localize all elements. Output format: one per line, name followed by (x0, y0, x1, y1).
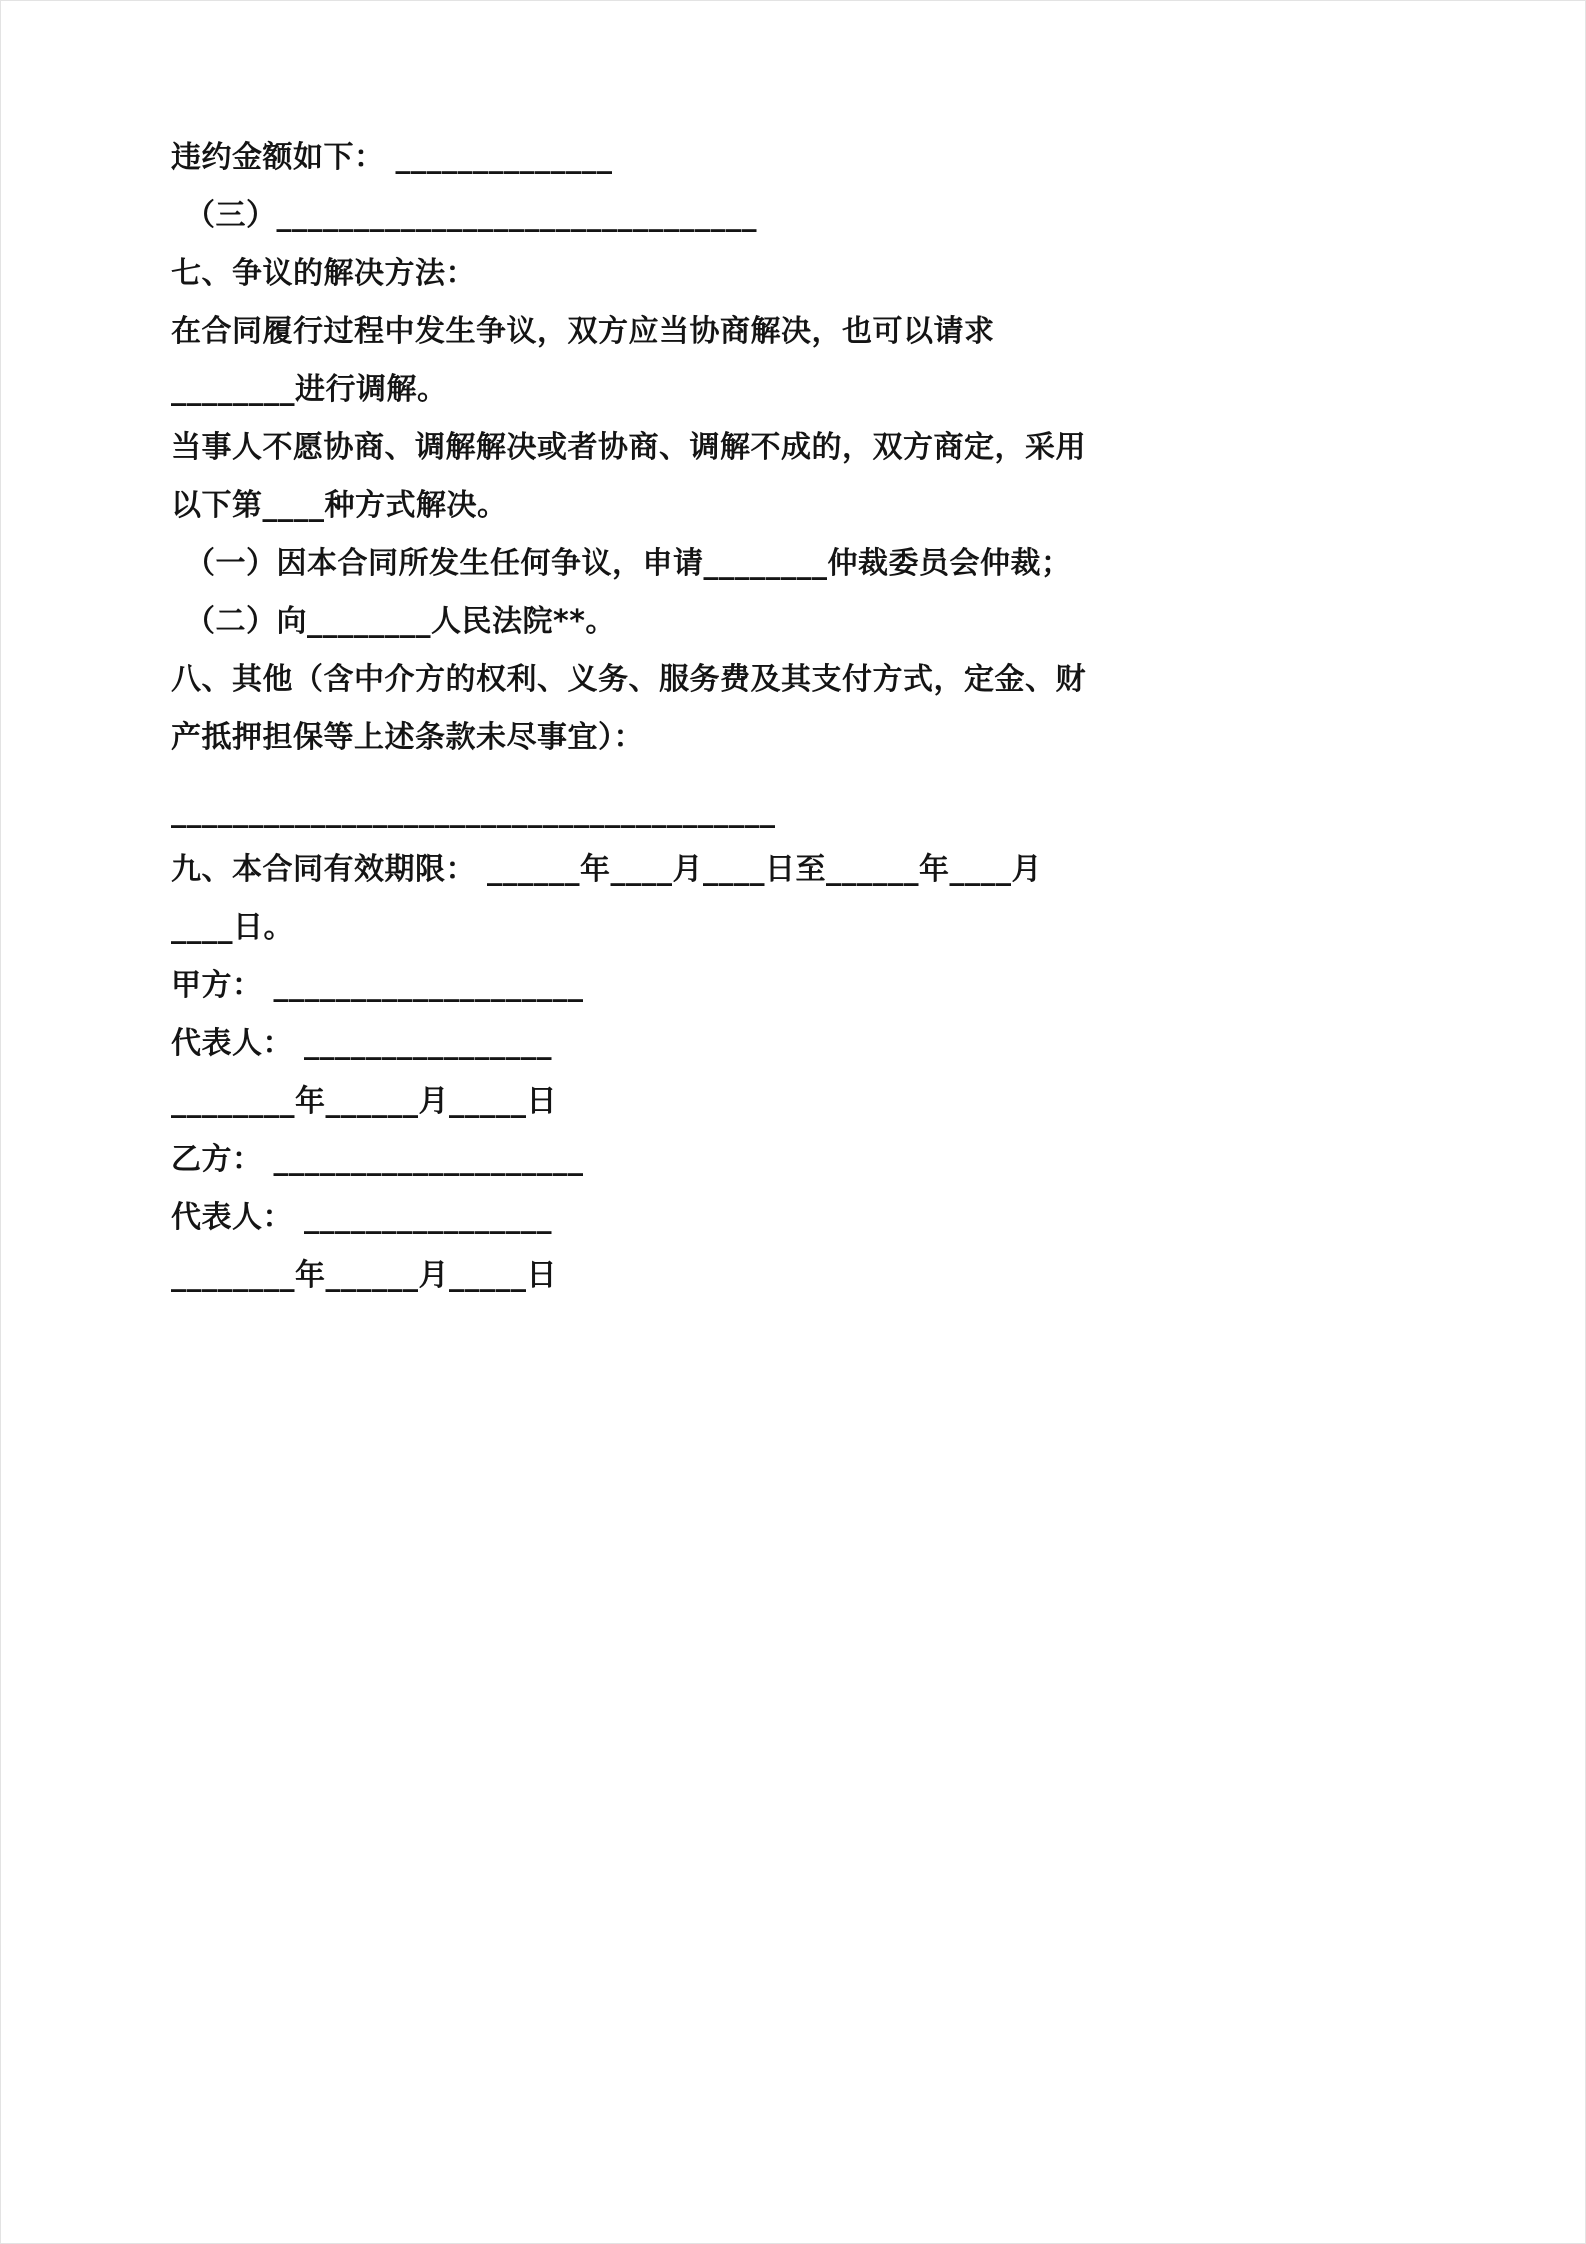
document-line-section-8-heading: 八、其他（含中介方的权利、义务、服务费及其支付方式，定金、财 (171, 662, 1086, 697)
document-line-section-7-heading: 七、争议的解决方法： (171, 256, 476, 291)
document-line-representative-b: 代表人： ________________ (171, 1200, 552, 1235)
document-line: 以下第____种方式解决。 (171, 488, 508, 523)
document-line: ________进行调解。 (171, 372, 448, 407)
document-line-section-9-heading: 九、本合同有效期限： ______年____月____日至______年____月 (171, 852, 1042, 887)
document-line-party-a: 甲方： ____________________ (171, 968, 584, 1003)
document-line-representative-a: 代表人： ________________ (171, 1026, 552, 1061)
document-line-party-b: 乙方： ____________________ (171, 1142, 584, 1177)
document-line: ____日。 (171, 910, 294, 945)
document-line: （一）因本合同所发生任何争议，申请________仲裁委员会仲裁； (185, 546, 1072, 581)
document-line-blank-underline: _______________________________________ (171, 794, 776, 829)
document-line: （二）向________人民法院**。 (185, 604, 616, 639)
document-line-date-a: ________年______月_____日 (171, 1084, 557, 1119)
document-line: 产抵押担保等上述条款未尽事宜）： (171, 720, 644, 755)
document-line: （三）_______________________________ (185, 198, 757, 233)
document-line-date-b: ________年______月_____日 (171, 1258, 557, 1293)
document-body (171, 129, 1435, 1305)
document-line: 违约金额如下： ______________ (171, 140, 613, 175)
document-line: 在合同履行过程中发生争议，双方应当协商解决，也可以请求 (171, 314, 995, 349)
document-line: 当事人不愿协商、调解解决或者协商、调解不成的，双方商定，采用 (171, 430, 1086, 465)
